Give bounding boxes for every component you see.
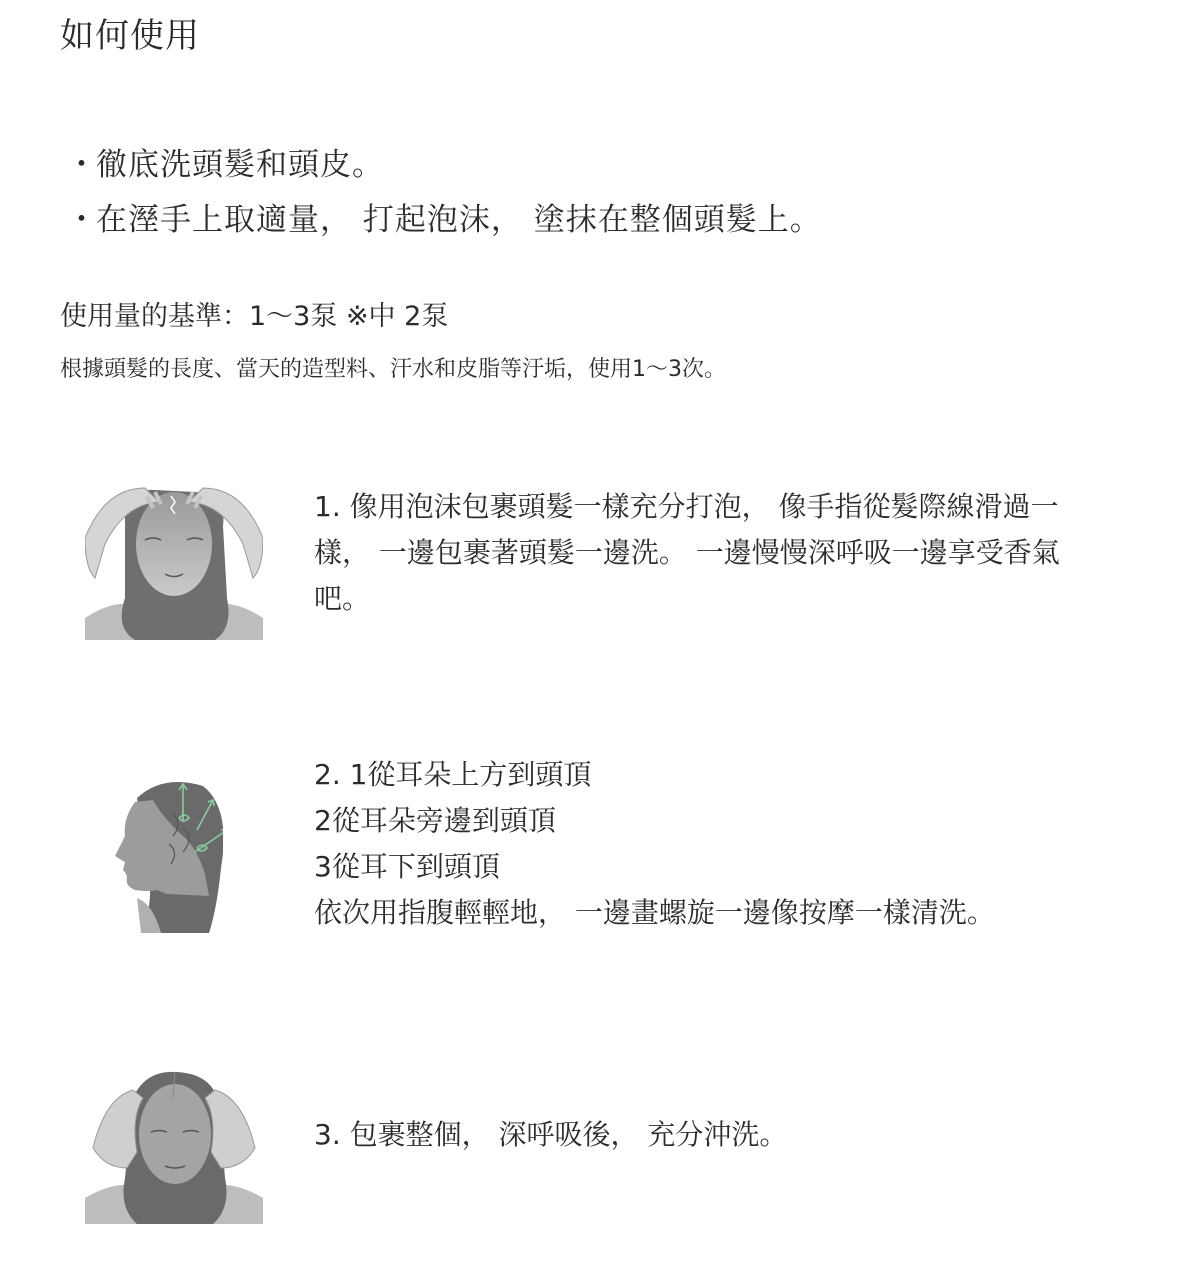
step-line: 1. 像用泡沫包裹頭髮一樣充分打泡， 像手指從髮際線滑過一 xyxy=(314,490,1059,523)
bullet-item xyxy=(66,139,384,184)
step-1-text xyxy=(314,484,1134,622)
bullet-text: 在溼手上取適量， 打起泡沫， 塗抹在整個頭髮上。 xyxy=(96,202,822,238)
step-line: 樣， 一邊包裹著頭髮一邊洗。 一邊慢慢深呼吸一邊享受香氣 xyxy=(314,536,1060,569)
step-line: 2. 1從耳朵上方到頭頂 xyxy=(314,758,592,791)
step-line: 3從耳下到頭頂 xyxy=(314,850,500,883)
step-line: 依次用指腹輕輕地， 一邊畫螺旋一邊像按摩一樣清洗。 xyxy=(314,896,995,929)
hands-covering-head-illustration xyxy=(85,1068,263,1224)
usage-amount: 使用量的基準：1〜3泵 ※中 2泵 xyxy=(60,301,449,332)
step-line: 吧。 xyxy=(314,582,371,615)
bullet-text: 徹底洗頭髮和頭皮。 xyxy=(96,147,384,183)
bullet-marker: ・ xyxy=(66,147,98,183)
usage-note: 根據頭髮的長度、當天的造型料、汗水和皮脂等汙垢，使用1〜3次。 xyxy=(60,357,726,382)
step-2-text xyxy=(314,752,1134,936)
page-title: 如何使用 xyxy=(60,16,200,56)
step-3-text xyxy=(314,1112,1134,1158)
bullet-marker: ・ xyxy=(66,202,98,238)
step-line: 3. 包裹整個， 深呼吸後， 充分沖洗。 xyxy=(314,1118,788,1151)
hands-on-hairline-illustration xyxy=(85,478,263,640)
head-profile-arrows-illustration xyxy=(113,778,223,933)
step-line: 2從耳朵旁邊到頭頂 xyxy=(314,804,556,837)
bullet-item xyxy=(66,194,822,239)
